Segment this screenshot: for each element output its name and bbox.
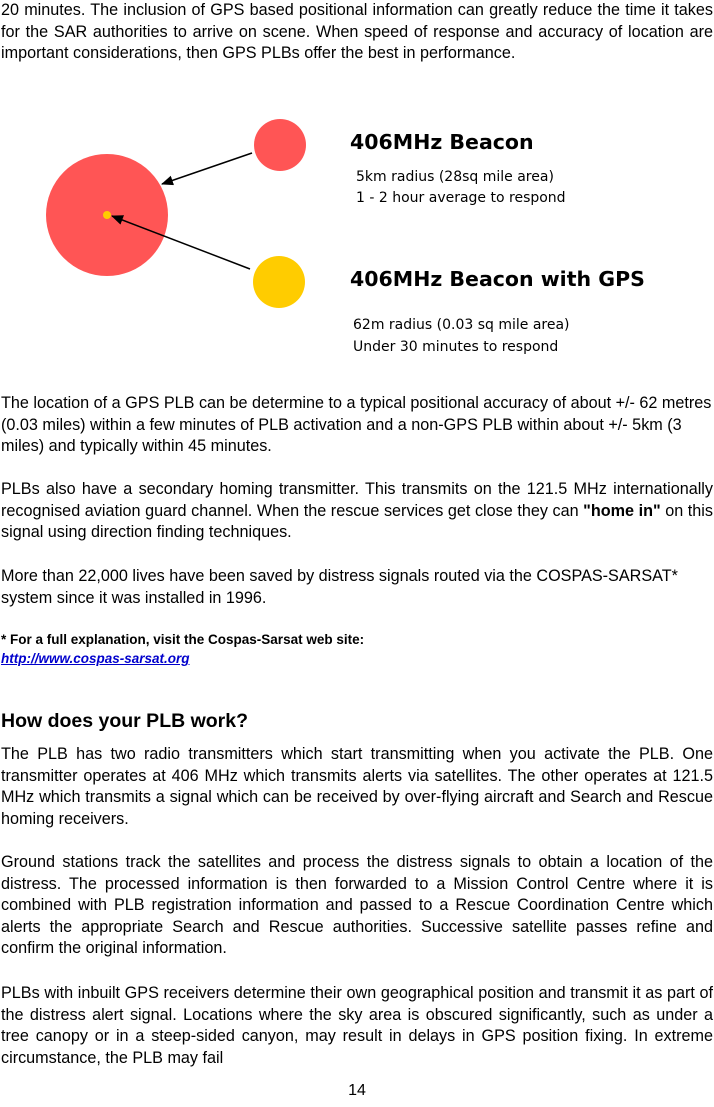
paragraph-transmitters: The PLB has two radio transmitters which start transmitting when you activate the PLB. One transmitter operates at 406 MHz which transmits alerts via satellites. The other operates at 121.5 MHz which transmits a signal which can be received by over-flying aircraft and Search and Rescue homing receivers. <box>1 745 713 828</box>
paragraph-lives-saved: More than 22,000 lives have been saved by distress signals routed via the COSPAS-SARSAT* system since it was installed in 1996. <box>1 567 678 607</box>
paragraph-ground-stations: Ground stations track the satellites and process the distress signals to obtain a location of the distress. The processed information is then forwarded to a Mission Control Centre where it is combined with PLB registration information and passed to a Rescue Coordination Centre which alerts the appropriate Search and Rescue authorities. Successive satellite passes refine and confirm the original information. <box>1 853 713 957</box>
page-number: 14 <box>348 1082 366 1099</box>
homing-text-before: PLBs also have a secondary homing transmitter. This transmits on the 121.5 MHz internationally recognised aviation guard channel. When the rescue services get close they can <box>1 480 713 520</box>
section-heading: How does your PLB work? <box>1 710 249 732</box>
footnote-text: * For a full explanation, visit the Cospas-Sarsat web site: <box>1 632 365 647</box>
paragraph-gps-receivers: PLBs with inbuilt GPS receivers determine their own geographical position and transmit it as part of the distress alert signal. Locations where the sky area is obscured significantly, such as under a tree canopy or in a steep-sided canyon, may result in delays in GPS position fixing. In extreme circumstance, the PLB may fail <box>1 984 713 1067</box>
homing-text-after: on this signal using direction finding techniques. <box>1 501 713 541</box>
beacon-legend-circle <box>254 119 306 171</box>
gps-area-dot <box>103 211 111 219</box>
beacon-comparison-figure <box>0 105 714 365</box>
footnote <box>1 630 713 668</box>
paragraph-homing <box>1 479 713 544</box>
gps-beacon-title: 406MHz Beacon with GPS <box>350 267 645 291</box>
cospas-sarsat-link[interactable]: http://www.cospas-sarsat.org <box>1 651 190 666</box>
beacon-radius-text: 5km radius (28sq mile area) <box>356 169 554 185</box>
beacon-response-text: 1 - 2 hour average to respond <box>356 190 566 206</box>
paragraph-gps-accuracy: The location of a GPS PLB can be determine to a typical positional accuracy of about +/- 62 metres (0.03 miles) within a few minutes of PLB activation and a non-GPS PLB within about +/- 5km (3 miles) and typically within 45 minutes. <box>1 394 712 455</box>
home-in-emphasis: "home in" <box>583 501 661 520</box>
gps-radius-text: 62m radius (0.03 sq mile area) <box>353 317 570 333</box>
gps-response-text: Under 30 minutes to respond <box>353 339 559 355</box>
paragraph-intro: 20 minutes. The inclusion of GPS based positional information can greatly reduce the time it takes for the SAR authorities to arrive on scene. When speed of response and accuracy of location are important considerations, then GPS PLBs offer the best in performance. <box>1 1 713 62</box>
beacon-title: 406MHz Beacon <box>350 130 534 154</box>
beacon-arrow <box>162 153 252 184</box>
gps-legend-circle <box>253 256 305 308</box>
